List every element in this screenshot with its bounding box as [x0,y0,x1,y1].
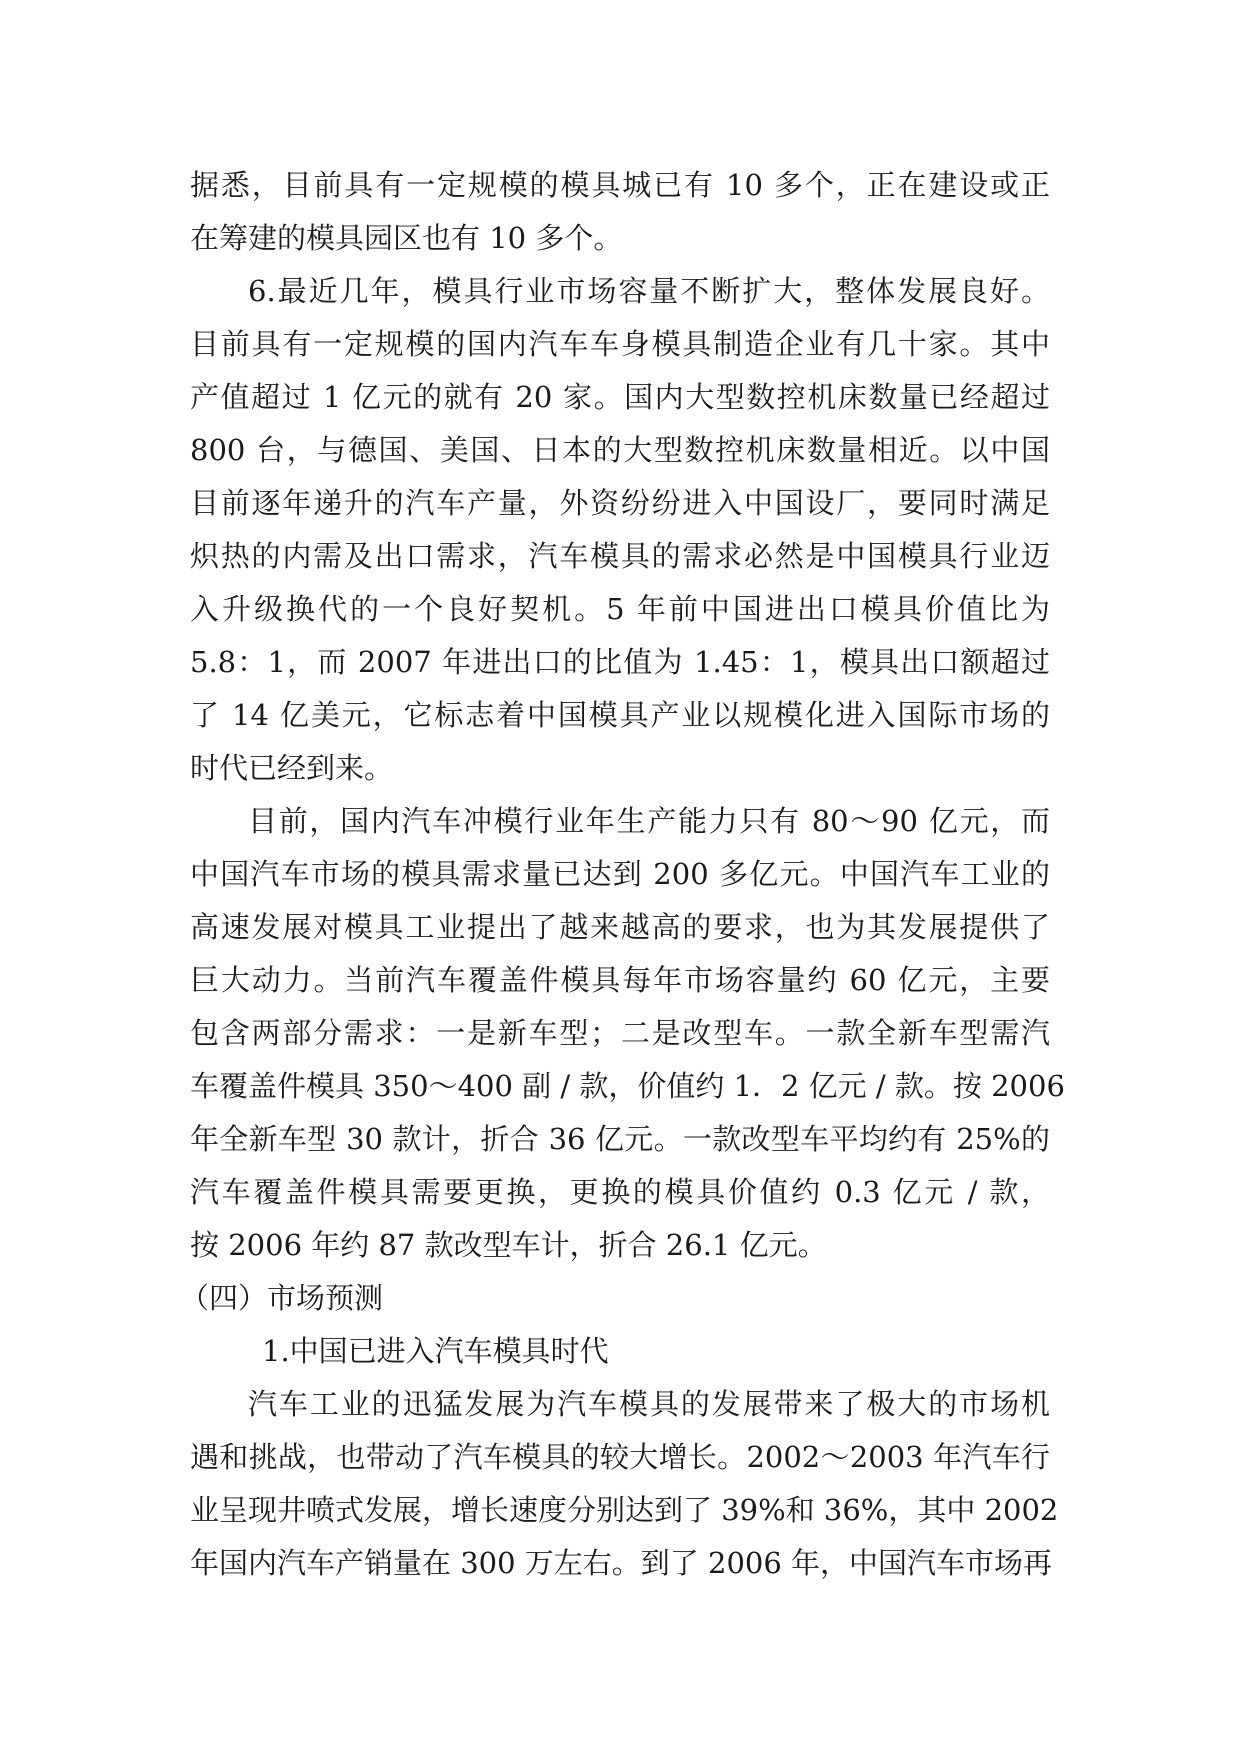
text-line: 目前具有一定规模的国内汽车车身模具制造企业有几十家。其中 [190,327,1050,361]
text-line: 时代已经到来。 [190,751,394,785]
text-line: 车覆盖件模具 350～400 副 / 款，价值约 1．2 亿元 / 款。按 2006 [190,1069,1065,1103]
text-line: 汽车工业的迅猛发展为汽车模具的发展带来了极大的市场机 [248,1387,1050,1421]
text-line: 高速发展对模具工业提出了越来越高的要求，也为其发展提供了 [190,910,1050,944]
text-line: 年国内汽车产销量在 300 万左右。到了 2006 年，中国汽车市场再 [190,1546,1053,1580]
text-line: 按 2006 年约 87 款改型车计，折合 26.1 亿元。 [190,1228,827,1262]
text-line: 入升级换代的一个良好契机。5 年前中国进出口模具价值比为 [190,592,1050,626]
section-heading: （四）市场预测 [180,1281,384,1315]
text-line: 了 14 亿美元，它标志着中国模具产业以规模化进入国际市场的 [190,698,1050,732]
text-line: 中国汽车市场的模具需求量已达到 200 多亿元。中国汽车工业的 [190,857,1050,891]
text-line: 年全新车型 30 款计，折合 36 亿元。一款改型车平均约有 25%的 [190,1122,1050,1156]
text-line: 包含两部分需求：一是新车型；二是改型车。一款全新车型需汽 [190,1016,1050,1050]
subsection-heading: 1.中国已进入汽车模具时代 [262,1334,609,1368]
text-line: 目前，国内汽车冲模行业年生产能力只有 80～90 亿元，而 [248,804,1050,838]
text-line: 在筹建的模具园区也有 10 多个。 [190,221,623,255]
text-line: 据悉，目前具有一定规模的模具城已有 10 多个，正在建设或正 [190,168,1050,202]
text-line: 业呈现井喷式发展，增长速度分别达到了 39%和 36%，其中 2002 [190,1493,1059,1527]
text-line: 800 台，与德国、美国、日本的大型数控机床数量相近。以中国 [190,433,1050,467]
text-line: 6.最近几年，模具行业市场容量不断扩大，整体发展良好。 [248,274,1050,308]
text-line: 5.8：1，而 2007 年进出口的比值为 1.45：1，模具出口额超过 [190,645,1050,679]
text-line: 遇和挑战，也带动了汽车模具的较大增长。2002～2003 年汽车行 [190,1440,1050,1474]
text-line: 汽车覆盖件模具需要更换，更换的模具价值约 0.3 亿元 / 款， [190,1175,1050,1209]
text-line: 巨大动力。当前汽车覆盖件模具每年市场容量约 60 亿元，主要 [190,963,1050,997]
text-line: 目前逐年递升的汽车产量，外资纷纷进入中国设厂，要同时满足 [190,486,1050,520]
text-line: 产值超过 1 亿元的就有 20 家。国内大型数控机床数量已经超过 [190,380,1050,414]
text-line: 炽热的内需及出口需求，汽车模具的需求必然是中国模具行业迈 [190,539,1050,573]
